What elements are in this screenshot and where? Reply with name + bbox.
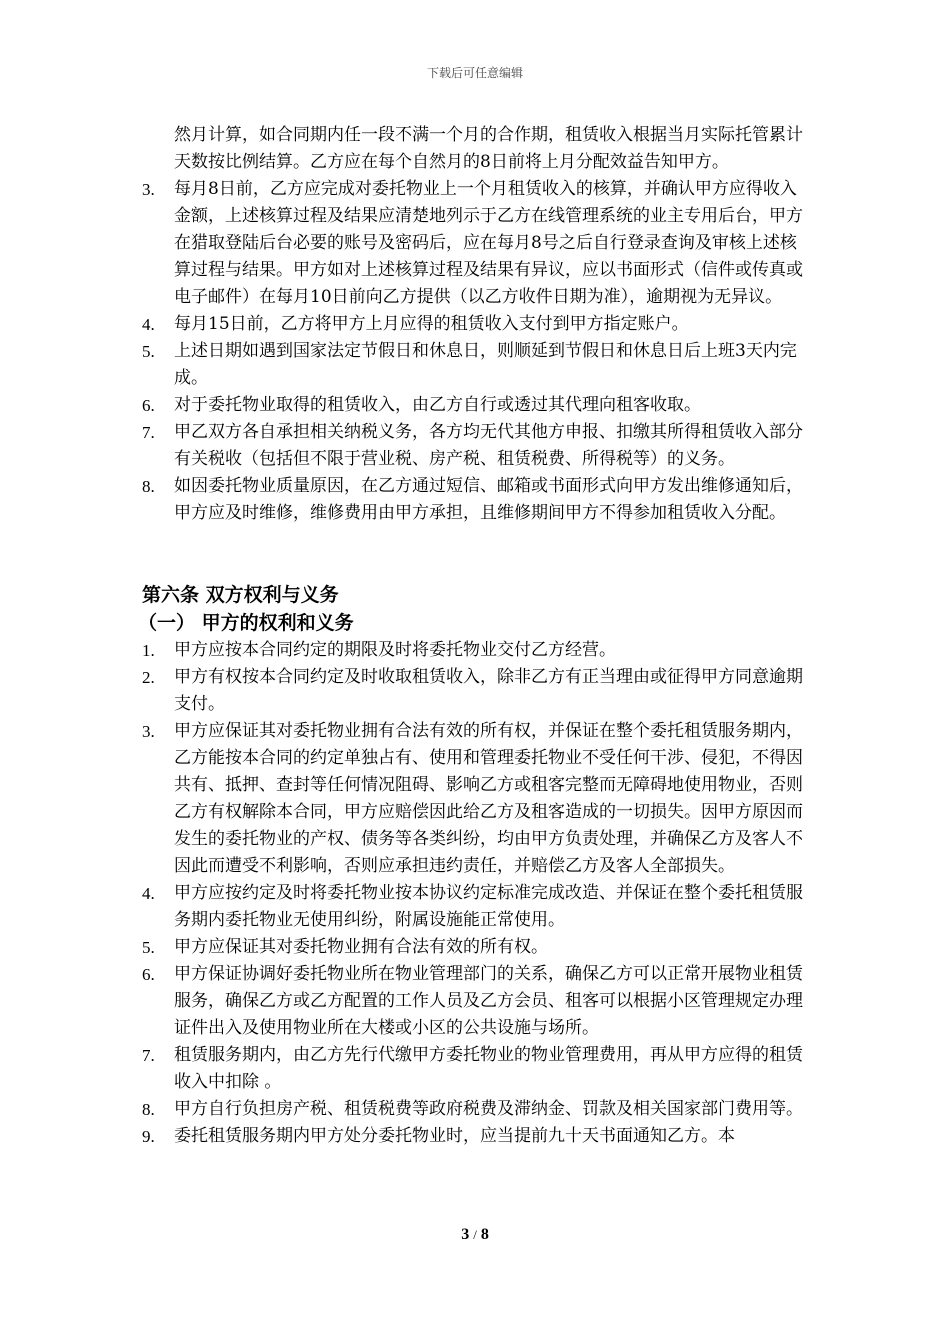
list-item [142, 176, 810, 311]
list-item-number: 5. [142, 342, 155, 361]
list-item-number: 3. [142, 180, 155, 199]
page-header: 下载后可任意编辑 [426, 66, 523, 80]
list-item [142, 311, 810, 338]
list-item-number: 7. [142, 423, 155, 442]
payment-terms-list [142, 176, 810, 527]
list-item [142, 718, 810, 880]
list-item-number: 8. [142, 1100, 155, 1119]
list-item [142, 637, 810, 664]
list-item-text: 甲方有权按本合同约定及时收取租赁收入，除非乙方有正当理由或征得甲方同意逾期支付。 [174, 667, 803, 714]
list-item-text: 甲方保证协调好委托物业所在物业管理部门的关系，确保乙方可以正常开展物业租赁服务，确保乙方或乙方配置的工作人员及乙方会员、租客可以根据小区管理规定办理证件出入及使用物业所在大楼或小区的公共设施与场所。 [174, 964, 803, 1038]
list-item-number: 8. [142, 477, 155, 496]
list-item [142, 1123, 810, 1150]
list-item-number: 3. [142, 722, 155, 741]
list-item-number: 5. [142, 938, 155, 957]
list-item-text: 甲方应保证其对委托物业拥有合法有效的所有权，并保证在整个委托租赁服务期内，乙方能按本合同的约定单独占有、使用和管理委托物业不受任何干涉、侵犯，不得因共有、抵押、查封等任何情况阻碍、影响乙方或租客完整而无障碍地使用物业，否则乙方有权解除本合同，甲方应赔偿因此给乙方及租客造成的一切损失。因甲方原因而发生的委托物业的产权、债务等各类纠纷，均由甲方负责处理，并确保乙方及客人不因此而遭受不利影响，否则应承担违约责任，并赔偿乙方及客人全部损失。 [174, 721, 803, 876]
list-item [142, 392, 810, 419]
page-number [0, 1226, 950, 1244]
list-item [142, 419, 810, 473]
list-item-number: 6. [142, 965, 155, 984]
party-a-obligations-list [142, 637, 810, 1150]
list-item-number: 7. [142, 1046, 155, 1065]
list-item-text: 委托租赁服务期内甲方处分委托物业时，应当提前九十天书面通知乙方。本 [174, 1126, 735, 1146]
list-item-text: 甲乙双方各自承担相关纳税义务，各方均无代其他方申报、扣缴其所得租赁收入部分有关税收（包括但不限于营业税、房产税、租赁税费、所得税等）的义务。 [174, 422, 803, 469]
list-item-text: 如因委托物业质量原因，在乙方通过短信、邮箱或书面形式向甲方发出维修通知后，甲方应及时维修，维修费用由甲方承担，且维修期间甲方不得参加租赁收入分配。 [174, 476, 803, 523]
total-pages: 8 [480, 1226, 489, 1243]
list-item [142, 1042, 810, 1096]
section-heading: 第六条 双方权利与义务 [142, 584, 339, 606]
list-item [142, 1096, 810, 1123]
list-item-text: 每月8日前，乙方应完成对委托物业上一个月租赁收入的核算，并确认甲方应得收入金额，上述核算过程及结果应清楚地列示于乙方在线管理系统的业主专用后台，甲方在猎取登陆后台必要的账号及密码后，应在每月8号之后自行登录查询及审核上述核算过程与结果。甲方如对上述核算过程及结果有异议，应以书面形式（信件或传真或电子邮件）在每月10日前向乙方提供（以乙方收件日期为准），逾期视为无异议。 [174, 179, 803, 307]
list-item-number: 1. [142, 641, 155, 660]
list-item-number: 6. [142, 396, 155, 415]
list-item [142, 664, 810, 718]
list-item [142, 473, 810, 527]
current-page: 3 [461, 1226, 470, 1243]
list-item-text: 每月15日前，乙方将甲方上月应得的租赁收入支付到甲方指定账户。 [174, 314, 689, 334]
list-item-text: 对于委托物业取得的租赁收入，由乙方自行或透过其代理向租客收取。 [174, 395, 701, 415]
list-item-number: 4. [142, 315, 155, 334]
subsection-heading: （一） 甲方的权利和义务 [138, 612, 354, 634]
list-item-number: 9. [142, 1127, 155, 1146]
continuation-paragraph: 然月计算，如合同期内任一段不满一个月的合作期，租赁收入根据当月实际托管累计天数按比例结算。乙方应在每个自然月的8日前将上月分配效益告知甲方。 [174, 125, 803, 172]
list-item [142, 338, 810, 392]
list-item-text: 租赁服务期内，由乙方先行代缴甲方委托物业的物业管理费用，再从甲方应得的租赁收入中扣除 。 [174, 1045, 803, 1092]
list-item-text: 甲方应按约定及时将委托物业按本协议约定标准完成改造、并保证在整个委托租赁服务期内委托物业无使用纠纷，附属设施能正常使用。 [174, 883, 803, 930]
page-separator: / [473, 1227, 477, 1242]
list-item-number: 2. [142, 668, 155, 687]
list-item-number: 4. [142, 884, 155, 903]
list-item-text: 甲方应按本合同约定的期限及时将委托物业交付乙方经营。 [174, 640, 616, 660]
section-gap [142, 527, 810, 581]
list-item [142, 934, 810, 961]
document-body [138, 122, 810, 1150]
list-item [142, 880, 810, 934]
list-item-text: 甲方应保证其对委托物业拥有合法有效的所有权。 [174, 937, 548, 957]
list-item-text: 上述日期如遇到国家法定节假日和休息日，则顺延到节假日和休息日后上班3天内完成。 [174, 341, 797, 388]
list-item-text: 甲方自行负担房产税、租赁税费等政府税费及滞纳金、罚款及相关国家部门费用等。 [174, 1099, 803, 1119]
list-item [142, 961, 810, 1042]
